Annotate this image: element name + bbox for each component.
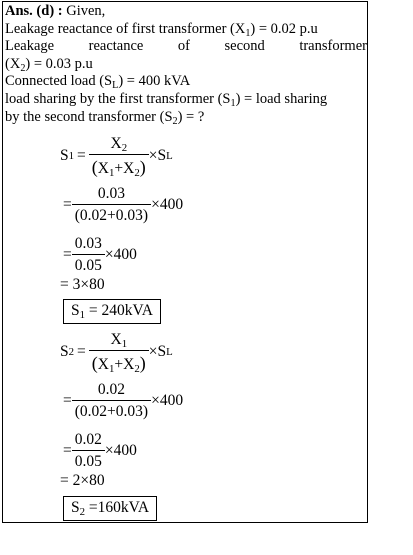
answer-heading [5, 3, 367, 21]
s2-formula: S 2 = $\frac{X_1}{(X_1+X_2)}$ × S L [60, 331, 173, 375]
s1-result-box: $S_1 = 240kVA$ [63, 299, 161, 324]
given-load: Connected load $(S_L) = 400$ kVA [5, 73, 191, 92]
s2-step2-denominator: 0.05 [72, 450, 105, 470]
s1-formula-fraction: $\frac{X_2}{(X_1+X_2)}$ [89, 136, 149, 176]
answer-label: Ans. (d) : [5, 3, 63, 19]
s1-step1-denominator: (0.02+0.03) [72, 204, 151, 224]
s1-step3: = 3×80 [60, 276, 105, 293]
s2-formula-fraction: $\frac{X_1}{(X_1+X_2)}$ [89, 332, 149, 372]
given-x1: Leakage reactance of first transformer $(X_1) = 0.02$ p.u [5, 20, 318, 39]
s1-step1-multiplier: ×400 [151, 195, 184, 213]
s2-step2-multiplier: ×400 [104, 441, 137, 459]
given-sharing-2: by the second transformer $(S_2)$ = ? [5, 108, 205, 127]
s1-step1: = $\frac{0.03}{(0.02+0.03)}$ ×400 [63, 185, 184, 224]
s1-formula: S 1 = $\frac{X_2}{(X_1+X_2)}$ × S L [60, 135, 173, 179]
s2-result-box: $S_2 =160kVA$ [63, 496, 157, 521]
s2-step2: = $\frac{0.02}{0.05}$ ×400 [63, 431, 137, 470]
s1-step2-denominator: 0.05 [72, 254, 105, 274]
s2-step3: = 2×80 [60, 472, 105, 489]
s1-step2: = $\frac{0.03}{0.05}$ ×400 [63, 235, 137, 274]
s1-step2-multiplier: ×400 [104, 245, 137, 263]
given-x2-words: Leakage reactance of second transformer [5, 38, 367, 55]
s2-step2-numerator: 0.02 [74, 431, 102, 448]
given-sharing-1: load sharing by the first transformer $(S_1)$ = load sharing [5, 90, 328, 109]
s2-step1: = $\frac{0.02}{(0.02+0.03)}$ ×400 [63, 381, 184, 420]
s2-step1-denominator: (0.02+0.03) [72, 400, 151, 420]
answer-intro [5, 3, 367, 126]
given-text: Given, [66, 3, 106, 19]
given-x2-value: $(X_2) = 0.03$ p.u [5, 55, 93, 74]
s2-step1-numerator: 0.02 [97, 381, 125, 398]
s1-step2-numerator: 0.03 [74, 235, 102, 252]
s2-step1-multiplier: ×400 [151, 391, 184, 409]
s1-step1-numerator: 0.03 [97, 185, 125, 202]
